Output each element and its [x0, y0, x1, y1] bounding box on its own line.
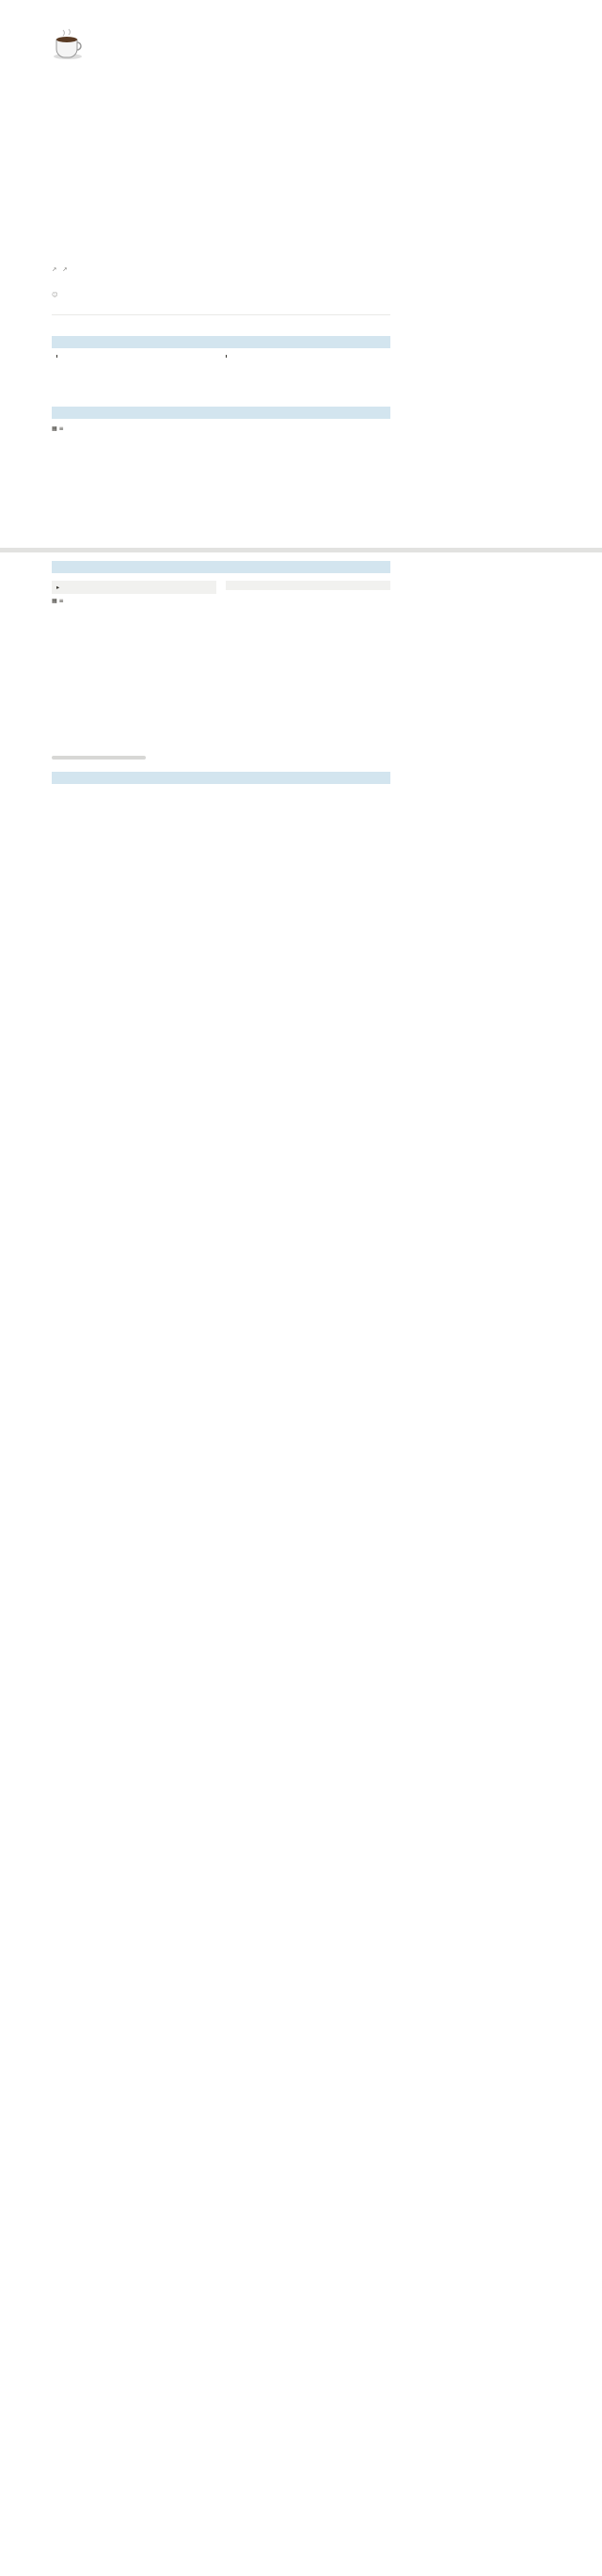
divider: [52, 314, 390, 315]
horizontal-scrollbar[interactable]: [52, 756, 146, 760]
score-callout: [226, 581, 390, 590]
database-view-icon[interactable]: ▦ ≡: [52, 598, 64, 604]
review-table: [52, 609, 216, 731]
page-icon-coffee-cup[interactable]: [52, 26, 87, 62]
apply-heading: [52, 407, 390, 419]
relation-row[interactable]: ↗ ↗: [52, 266, 68, 273]
one-message-box: [56, 355, 213, 358]
database-view-icon[interactable]: ▦ ≡: [52, 425, 64, 432]
one-thing-heading: [52, 336, 390, 348]
one-action-box: [226, 355, 391, 358]
comment-input[interactable]: ☺: [52, 292, 62, 298]
review-heading: [52, 561, 390, 573]
section-separator: [0, 548, 602, 552]
apply-table: [52, 436, 390, 520]
summary-heading: [52, 772, 390, 784]
review-toggle[interactable]: ▸: [52, 581, 216, 594]
